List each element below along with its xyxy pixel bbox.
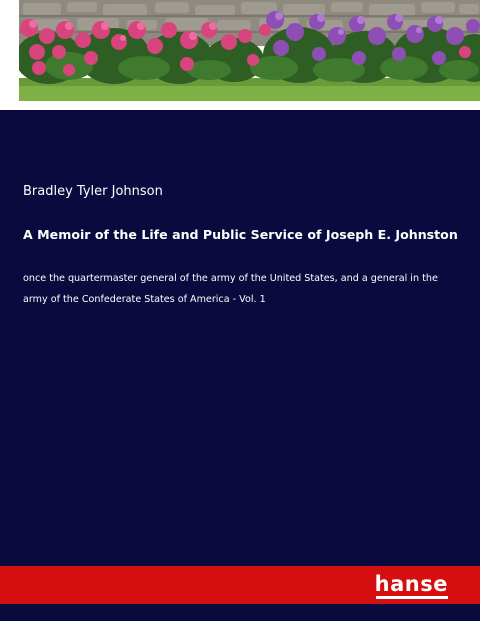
- book-title: A Memoir of the Life and Public Service of Joseph E. Johnston: [23, 227, 458, 242]
- hanse-logo-underline-icon: [376, 596, 448, 599]
- hydrangea-photo-icon: [19, 0, 480, 101]
- bottom-strip: [0, 604, 480, 621]
- author-name: Bradley Tyler Johnson: [23, 184, 163, 199]
- publisher-logo: hanse: [374, 572, 448, 596]
- publisher-bar: [0, 566, 480, 604]
- book-subtitle: once the quartermaster general of the army of the United States, and a general in the army of the Confederate States of America - Vol. 1: [23, 273, 438, 305]
- cover-photo: [0, 0, 480, 110]
